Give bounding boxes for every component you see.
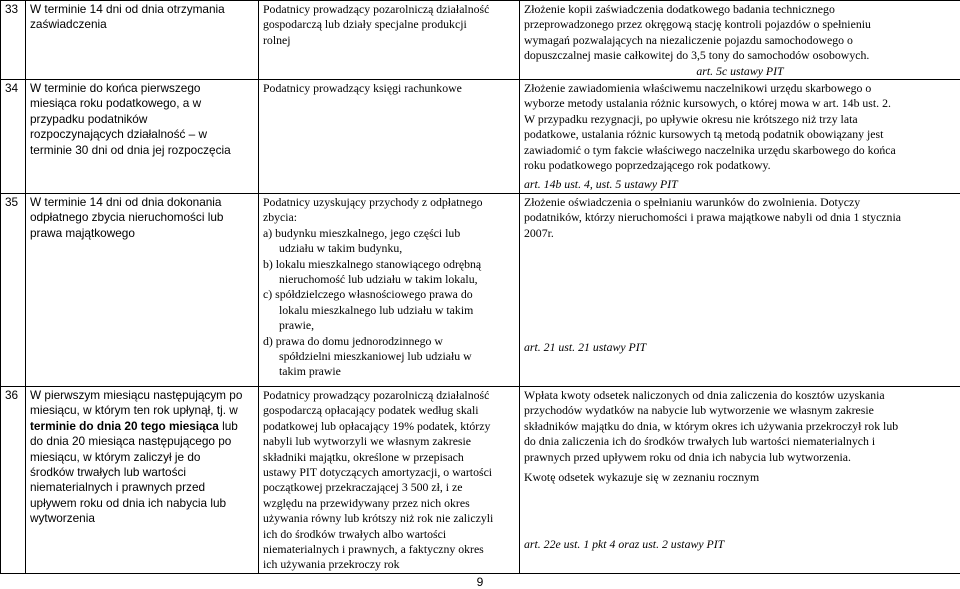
taxpayer-cell: Podatnicy prowadzący księgi rachunkowe <box>259 80 520 194</box>
list-item: c) spółdzielczego własnościowego prawa do <box>263 287 473 302</box>
list-item: b) lokalu mieszkalnego stanowiącego odrębną <box>263 256 482 271</box>
list-item: a) budynku mieszkalnego, jego części lub <box>263 225 461 240</box>
row-number: 35 <box>1 193 26 386</box>
deadline-cell: W terminie 14 dni od dnia otrzymania zaświadczenia <box>26 1 259 80</box>
page-number: 9 <box>476 575 484 589</box>
row-number: 33 <box>1 1 26 80</box>
note: Kwotę odsetek wykazuje się w zeznaniu rocznym <box>524 469 760 484</box>
obligation-cell: Złożenie oświadczenia o spełnianiu warunków do zwolnienia. Dotyczy podatników, którzy nieruchomości i prawa majątkowe nabyli od dnia 1 stycznia 2007r. art. 21 ust. 21 ustawy PIT <box>520 193 960 386</box>
obligation-cell: Złożenie kopii zaświadczenia dodatkowego badania technicznego przeprowadzonego przez okręgową stację kontroli pojazdów o spełnieniu wymagań pozwalających na niezaliczenie pojazdu samochodowego o dopuszczalnej masie całkowitej do 3,5 tony do samochodów osobowych. art. 5c ustawy PIT <box>520 1 960 80</box>
obligation-cell: Wpłata kwoty odsetek naliczonych od dnia zaliczenia do kosztów uzyskania przychodów wydatków na nabycie lub wytworzenie we własnym zakresie składników majątku do dnia, w którym okres ich używania przekroczył rok lub do dnia zaliczenia ich do środków trwałych lub wartości niematerialnych i prawnych przed upływem roku od dnia ich nabycia lub wytworzenia. Kwotę odsetek wykazuje się w zeznaniu rocznym art. 22e ust. 1 pkt 4 oraz ust. 2 ustawy PIT <box>520 386 960 573</box>
table-row <box>1 386 960 573</box>
row-number: 34 <box>1 80 26 194</box>
legal-reference: art. 14b ust. 4, ust. 5 ustawy PIT <box>524 177 678 192</box>
taxpayer-cell: Podatnicy uzyskujący przychody z odpłatnego zbycia: a) budynku mieszkalnego, jego części lub udziału w takim budynku, b) lokalu mieszkalnego stanowiącego odrębną nieruchomość lub udziału w takim lokalu, c) spółdzielczego własnościowego prawa do lokalu mieszkalnego lub udziału w takim prawie, d) prawa do domu jednorodzinnego w spółdzielni mieszkaniowej lub udziału w takim prawie <box>259 193 520 386</box>
deadline-cell: W pierwszym miesiącu następującym po miesiącu, w którym ten rok upłynął, tj. w terminie do dnia 20 tego miesiąca lub do dnia 20 miesiąca następującego po miesiącu, w którym zaliczył je do środków trwałych lub wartości niematerialnych i prawnych przed upływem roku od dnia ich nabycia lub wytworzenia <box>26 386 259 573</box>
taxpayer-cell: Podatnicy prowadzący pozarolniczą działalność gospodarczą opłacający podatek według skali podatkowej lub opłacający 19% podatek, którzy nabyli lub wytworzyli we własnym zakresie składniki majątku, określone w przepisach ustawy PIT dotyczących amortyzacji, o wartości początkowej przekraczającej 3 500 zł, i ze względu na przewidywany przez nich okres używania równy lub krótszy niż rok nie zaliczyli ich do środków trwałych albo wartości niematerialnych i prawnych, a faktyczny okres ich używania przekroczy rok <box>259 386 520 573</box>
deadline-cell: W terminie 14 dni od dnia dokonania odpłatnego zbycia nieruchomości lub prawa majątkowego <box>26 193 259 386</box>
legal-reference: art. 21 ust. 21 ustawy PIT <box>524 340 647 355</box>
legal-reference: art. 22e ust. 1 pkt 4 oraz ust. 2 ustawy PIT <box>524 537 725 552</box>
list-item: d) prawa do domu jednorodzinnego w <box>263 333 443 348</box>
table-row <box>1 193 960 386</box>
legal-reference: art. 5c ustawy PIT <box>696 63 784 78</box>
obligation-cell: Złożenie zawiadomienia właściwemu naczelnikowi urzędu skarbowego o wyborze metody ustalania różnic kursowych, o której mowa w art. 14b ust. 2. W przypadku rezygnacji, po upływie okresu nie krótszego niż trzy lata podatkowe, ustalania różnic kursowych tą metodą podatnik obowiązany jest zawiadomić o tym fakcie właściwego naczelnika urzędu skarbowego do końca roku podatkowego poprzedzającego rok podatkowy. art. 14b ust. 4, ust. 5 ustawy PIT <box>520 80 960 194</box>
deadline-cell: W terminie do końca pierwszego miesiąca roku podatkowego, a w przypadku podatników rozpoczynających działalność – w terminie 30 dni od dnia jej rozpoczęcia <box>26 80 259 194</box>
row-number: 36 <box>1 386 26 573</box>
table-row <box>1 1 960 80</box>
table-row <box>1 80 960 194</box>
taxpayer-cell: Podatnicy prowadzący pozarolniczą działalność gospodarczą lub działy specjalne produkcji rolnej <box>259 1 520 80</box>
